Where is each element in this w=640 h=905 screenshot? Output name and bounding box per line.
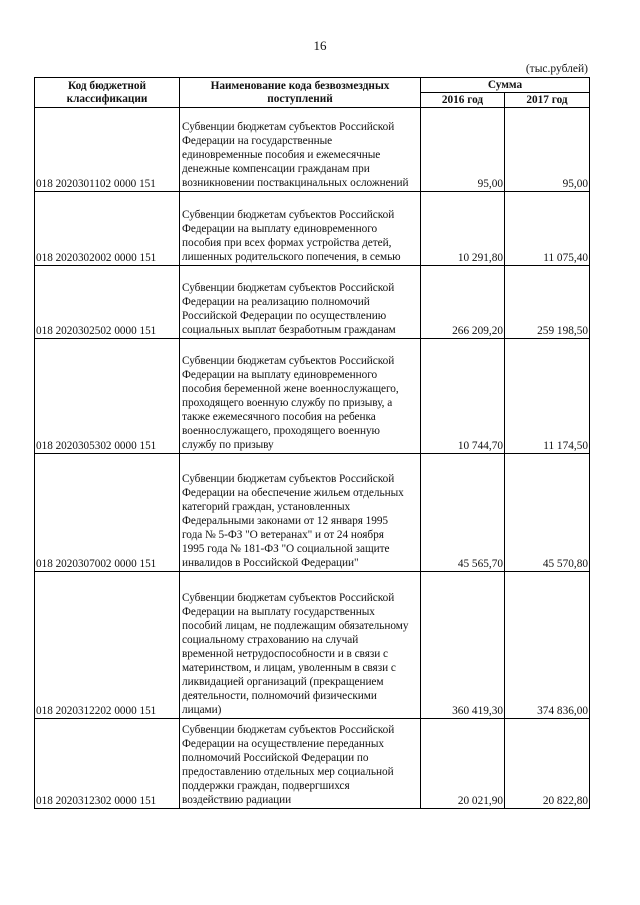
cell-name: Субвенции бюджетам субъектов Российской Федерации на государственные единовременные пособия и ежемесячные денежные компенсации гражданам при возникновении поствакцинальных осложнений	[180, 108, 421, 192]
cell-2017: 374 836,00	[505, 572, 590, 719]
cell-name: Субвенции бюджетам субъектов Российской Федерации на осуществление переданных полномочий Российской Федерации по предоставлению отдельных мер социальной поддержки граждан, подвергшихся воздействию радиации	[180, 719, 421, 809]
page-number: 16	[313, 38, 327, 53]
table-row	[35, 192, 590, 266]
table-row	[35, 266, 590, 339]
cell-code: 018 2020312302 0000 151	[35, 719, 180, 809]
cell-2016: 45 565,70	[421, 454, 505, 572]
cell-2017: 11 174,50	[505, 339, 590, 454]
cell-2017: 20 822,80	[505, 719, 590, 809]
cell-name: Субвенции бюджетам субъектов Российской Федерации на реализацию полномочий Российской Федерации по осуществлению социальных выплат безработным гражданам	[180, 266, 421, 339]
cell-code: 018 2020312202 0000 151	[35, 572, 180, 719]
header-sum: Сумма	[421, 78, 590, 93]
cell-2016: 266 209,20	[421, 266, 505, 339]
cell-2016: 10 291,80	[421, 192, 505, 266]
cell-code: 018 2020302502 0000 151	[35, 266, 180, 339]
table-row	[35, 572, 590, 719]
table-row	[35, 339, 590, 454]
header-2016: 2016 год	[421, 93, 505, 108]
table-row	[35, 108, 590, 192]
cell-code: 018 2020307002 0000 151	[35, 454, 180, 572]
cell-code: 018 2020302002 0000 151	[35, 192, 180, 266]
table-row	[35, 719, 590, 809]
cell-2016: 95,00	[421, 108, 505, 192]
cell-name: Субвенции бюджетам субъектов Российской Федерации на обеспечение жильем отдельных категорий граждан, установленных Федеральными законами от 12 января 1995 года № 5-ФЗ "О ветеранах" и от 24 ноября 1995 года № 181-ФЗ "О социальной защите инвалидов в Российской Федерации"	[180, 454, 421, 572]
budget-table	[34, 77, 590, 809]
cell-code: 018 2020305302 0000 151	[35, 339, 180, 454]
cell-code: 018 2020301102 0000 151	[35, 108, 180, 192]
cell-2017: 11 075,40	[505, 192, 590, 266]
cell-2016: 10 744,70	[421, 339, 505, 454]
cell-2016: 20 021,90	[421, 719, 505, 809]
cell-2017: 259 198,50	[505, 266, 590, 339]
cell-2016: 360 419,30	[421, 572, 505, 719]
table-row	[35, 454, 590, 572]
header-code: Код бюджетной классификации	[35, 78, 180, 108]
units-label: (тыс.рублей)	[525, 63, 588, 75]
cell-2017: 95,00	[505, 108, 590, 192]
table-body	[35, 108, 590, 809]
cell-name: Субвенции бюджетам субъектов Российской Федерации на выплату единовременного пособия при всех формах устройства детей, лишенных родительского попечения, в семью	[180, 192, 421, 266]
header-2017: 2017 год	[505, 93, 590, 108]
cell-name: Субвенции бюджетам субъектов Российской Федерации на выплату единовременного пособия беременной жене военнослужащего, проходящего военную службу по призыву, а также ежемесячного пособия на ребенка военнослужащего, проходящего военную службу по призыву	[180, 339, 421, 454]
cell-name: Субвенции бюджетам субъектов Российской Федерации на выплату государственных пособий лицам, не подлежащим обязательному социальному страхованию на случай временной нетрудоспособности и в связи с материнством, и лицам, уволенным в связи с ликвидацией организаций (прекращением деятельности, полномочий физическими лицами)	[180, 572, 421, 719]
header-name: Наименование кода безвозмездных поступлений	[180, 78, 421, 108]
cell-2017: 45 570,80	[505, 454, 590, 572]
